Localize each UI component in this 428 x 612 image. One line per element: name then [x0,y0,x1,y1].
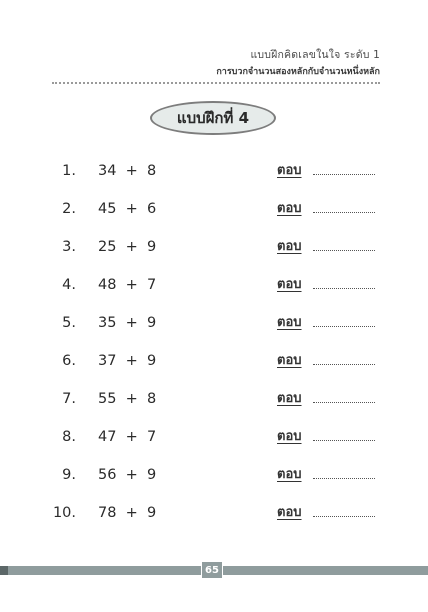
problem-row [0,502,428,524]
answer-blank[interactable] [313,364,375,365]
problem-number: 6. [62,353,76,369]
answer-label: ตอบ [277,239,302,254]
problem-row [0,350,428,372]
page-number: 65 [201,561,223,579]
problem-expression: 78 + 9 [98,505,157,521]
answer-label: ตอบ [277,201,302,216]
header-title: แบบฝึกคิดเลขในใจ ระดับ 1 [250,49,380,61]
problem-number: 9. [62,467,76,483]
answer-blank[interactable] [313,174,375,175]
problem-row [0,274,428,296]
answer-label: ตอบ [277,429,302,444]
problem-row [0,198,428,220]
problem-row [0,236,428,258]
answer-label: ตอบ [277,467,302,482]
problem-expression: 55 + 8 [98,391,157,407]
problem-row [0,312,428,334]
answer-label: ตอบ [277,505,302,520]
problem-number: 2. [62,201,76,217]
answer-blank[interactable] [313,212,375,213]
dotted-divider [52,82,380,84]
problem-row [0,426,428,448]
answer-blank[interactable] [313,288,375,289]
problem-number: 8. [62,429,76,445]
problem-row [0,160,428,182]
footer-bar-accent [0,566,8,575]
answer-blank[interactable] [313,402,375,403]
problem-row [0,464,428,486]
problem-number: 3. [62,239,76,255]
problem-expression: 48 + 7 [98,277,157,293]
answer-blank[interactable] [313,478,375,479]
problem-expression: 34 + 8 [98,163,157,179]
problem-number: 4. [62,277,76,293]
header-subtitle: การบวกจำนวนสองหลักกับจำนวนหนึ่งหลัก [216,67,380,77]
problem-expression: 25 + 9 [98,239,157,255]
problem-expression: 45 + 6 [98,201,157,217]
problem-expression: 47 + 7 [98,429,157,445]
answer-label: ตอบ [277,163,302,178]
problem-number: 7. [62,391,76,407]
problem-row [0,388,428,410]
problem-number: 1. [62,163,76,179]
answer-blank[interactable] [313,440,375,441]
answer-blank[interactable] [313,326,375,327]
answer-label: ตอบ [277,277,302,292]
problem-expression: 35 + 9 [98,315,157,331]
answer-label: ตอบ [277,315,302,330]
problem-expression: 37 + 9 [98,353,157,369]
problem-number: 5. [62,315,76,331]
answer-blank[interactable] [313,516,375,517]
problem-expression: 56 + 9 [98,467,157,483]
problem-number: 10. [52,505,76,521]
answer-label: ตอบ [277,391,302,406]
exercise-title: แบบฝึกที่ 4 [176,109,250,127]
answer-blank[interactable] [313,250,375,251]
answer-label: ตอบ [277,353,302,368]
exercise-title-badge [150,101,276,135]
